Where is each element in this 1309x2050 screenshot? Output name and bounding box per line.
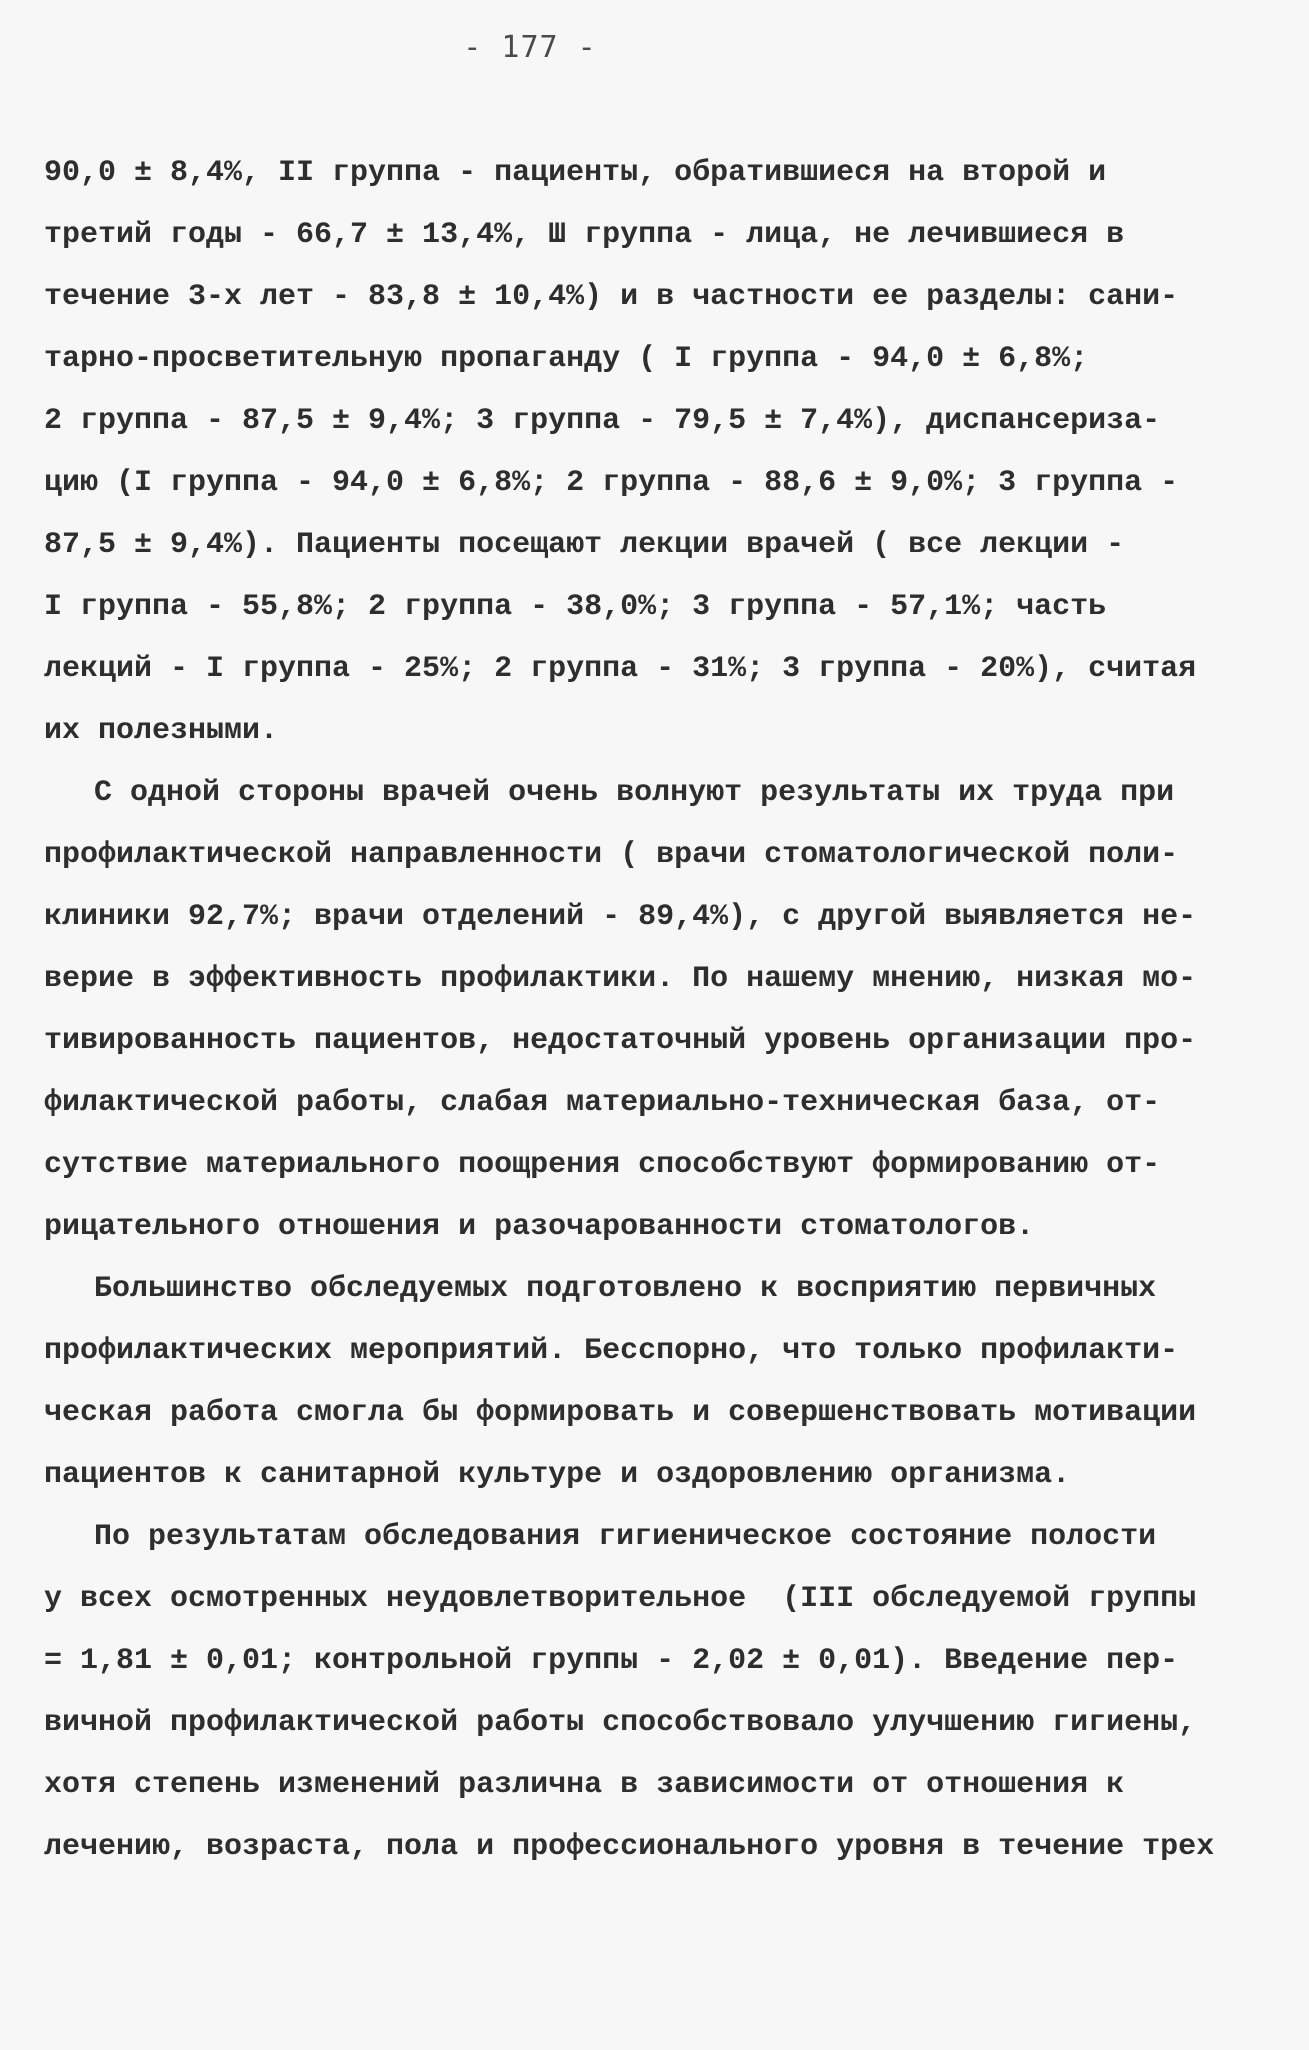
text-line: хотя степень изменений различна в зависимости от отношения к — [44, 1768, 1125, 1802]
text-line: тарно-просветительную пропаганду ( I группа - 94,0 ± 6,8%; — [44, 342, 1089, 376]
text-line: пациентов к санитарной культуре и оздоровлению организма. — [44, 1458, 1071, 1492]
text-line: 90,0 ± 8,4%, II группа - пациенты, обратившиеся на второй и — [44, 156, 1107, 190]
text-line: лекций - I группа - 25%; 2 группа - 31%; 3 группа - 20%), считая — [44, 652, 1197, 686]
text-line: профилактических мероприятий. Бесспорно, что только профилакти- — [44, 1334, 1179, 1368]
text-line: у всех осмотренных неудовлетворительное (III обследуемой группы — [44, 1582, 1197, 1616]
text-line: Большинство обследуемых подготовлено к восприятию первичных — [94, 1272, 1157, 1306]
text-line: = 1,81 ± 0,01; контрольной группы - 2,02 ± 0,01). Введение пер- — [44, 1644, 1179, 1678]
text-line: клиники 92,7%; врачи отделений - 89,4%), с другой выявляется не- — [44, 900, 1197, 934]
text-line: По результатам обследования гигиеническое состояние полости — [94, 1520, 1157, 1554]
text-line: I группа - 55,8%; 2 группа - 38,0%; 3 группа - 57,1%; часть — [44, 590, 1107, 624]
text-line: течение 3-х лет - 83,8 ± 10,4%) и в частности ее разделы: сани- — [44, 280, 1179, 314]
text-line: сутствие материального поощрения способствуют формированию от- — [44, 1148, 1161, 1182]
text-line: их полезными. — [44, 714, 279, 748]
text-line: верие в эффективность профилактики. По нашему мнению, низкая мо- — [44, 962, 1197, 996]
text-line: филактической работы, слабая материально-техническая база, от- — [44, 1086, 1161, 1120]
text-line: лечению, возраста, пола и профессионального уровня в течение трех — [44, 1830, 1215, 1864]
text-line: тивированность пациентов, недостаточный уровень организации про- — [44, 1024, 1197, 1058]
page-number: - 177 - — [463, 30, 597, 65]
text-line: 87,5 ± 9,4%). Пациенты посещают лекции врачей ( все лекции - — [44, 528, 1125, 562]
text-line: профилактической направленности ( врачи стоматологической поли- — [44, 838, 1179, 872]
text-line: ческая работа смогла бы формировать и совершенствовать мотивации — [44, 1396, 1197, 1430]
text-line: 2 группа - 87,5 ± 9,4%; 3 группа - 79,5 ± 7,4%), диспансериза- — [44, 404, 1161, 438]
body-text — [44, 142, 1274, 1878]
text-line: цию (I группа - 94,0 ± 6,8%; 2 группа - 88,6 ± 9,0%; 3 группа - — [44, 466, 1179, 500]
text-line: вичной профилактической работы способствовало улучшению гигиены, — [44, 1706, 1197, 1740]
text-line: рицательного отношения и разочарованности стоматологов. — [44, 1210, 1035, 1244]
text-line: С одной стороны врачей очень волнуют результаты их труда при — [94, 776, 1175, 810]
text-line: третий годы - 66,7 ± 13,4%, Ш группа - лица, не лечившиеся в — [44, 218, 1125, 252]
